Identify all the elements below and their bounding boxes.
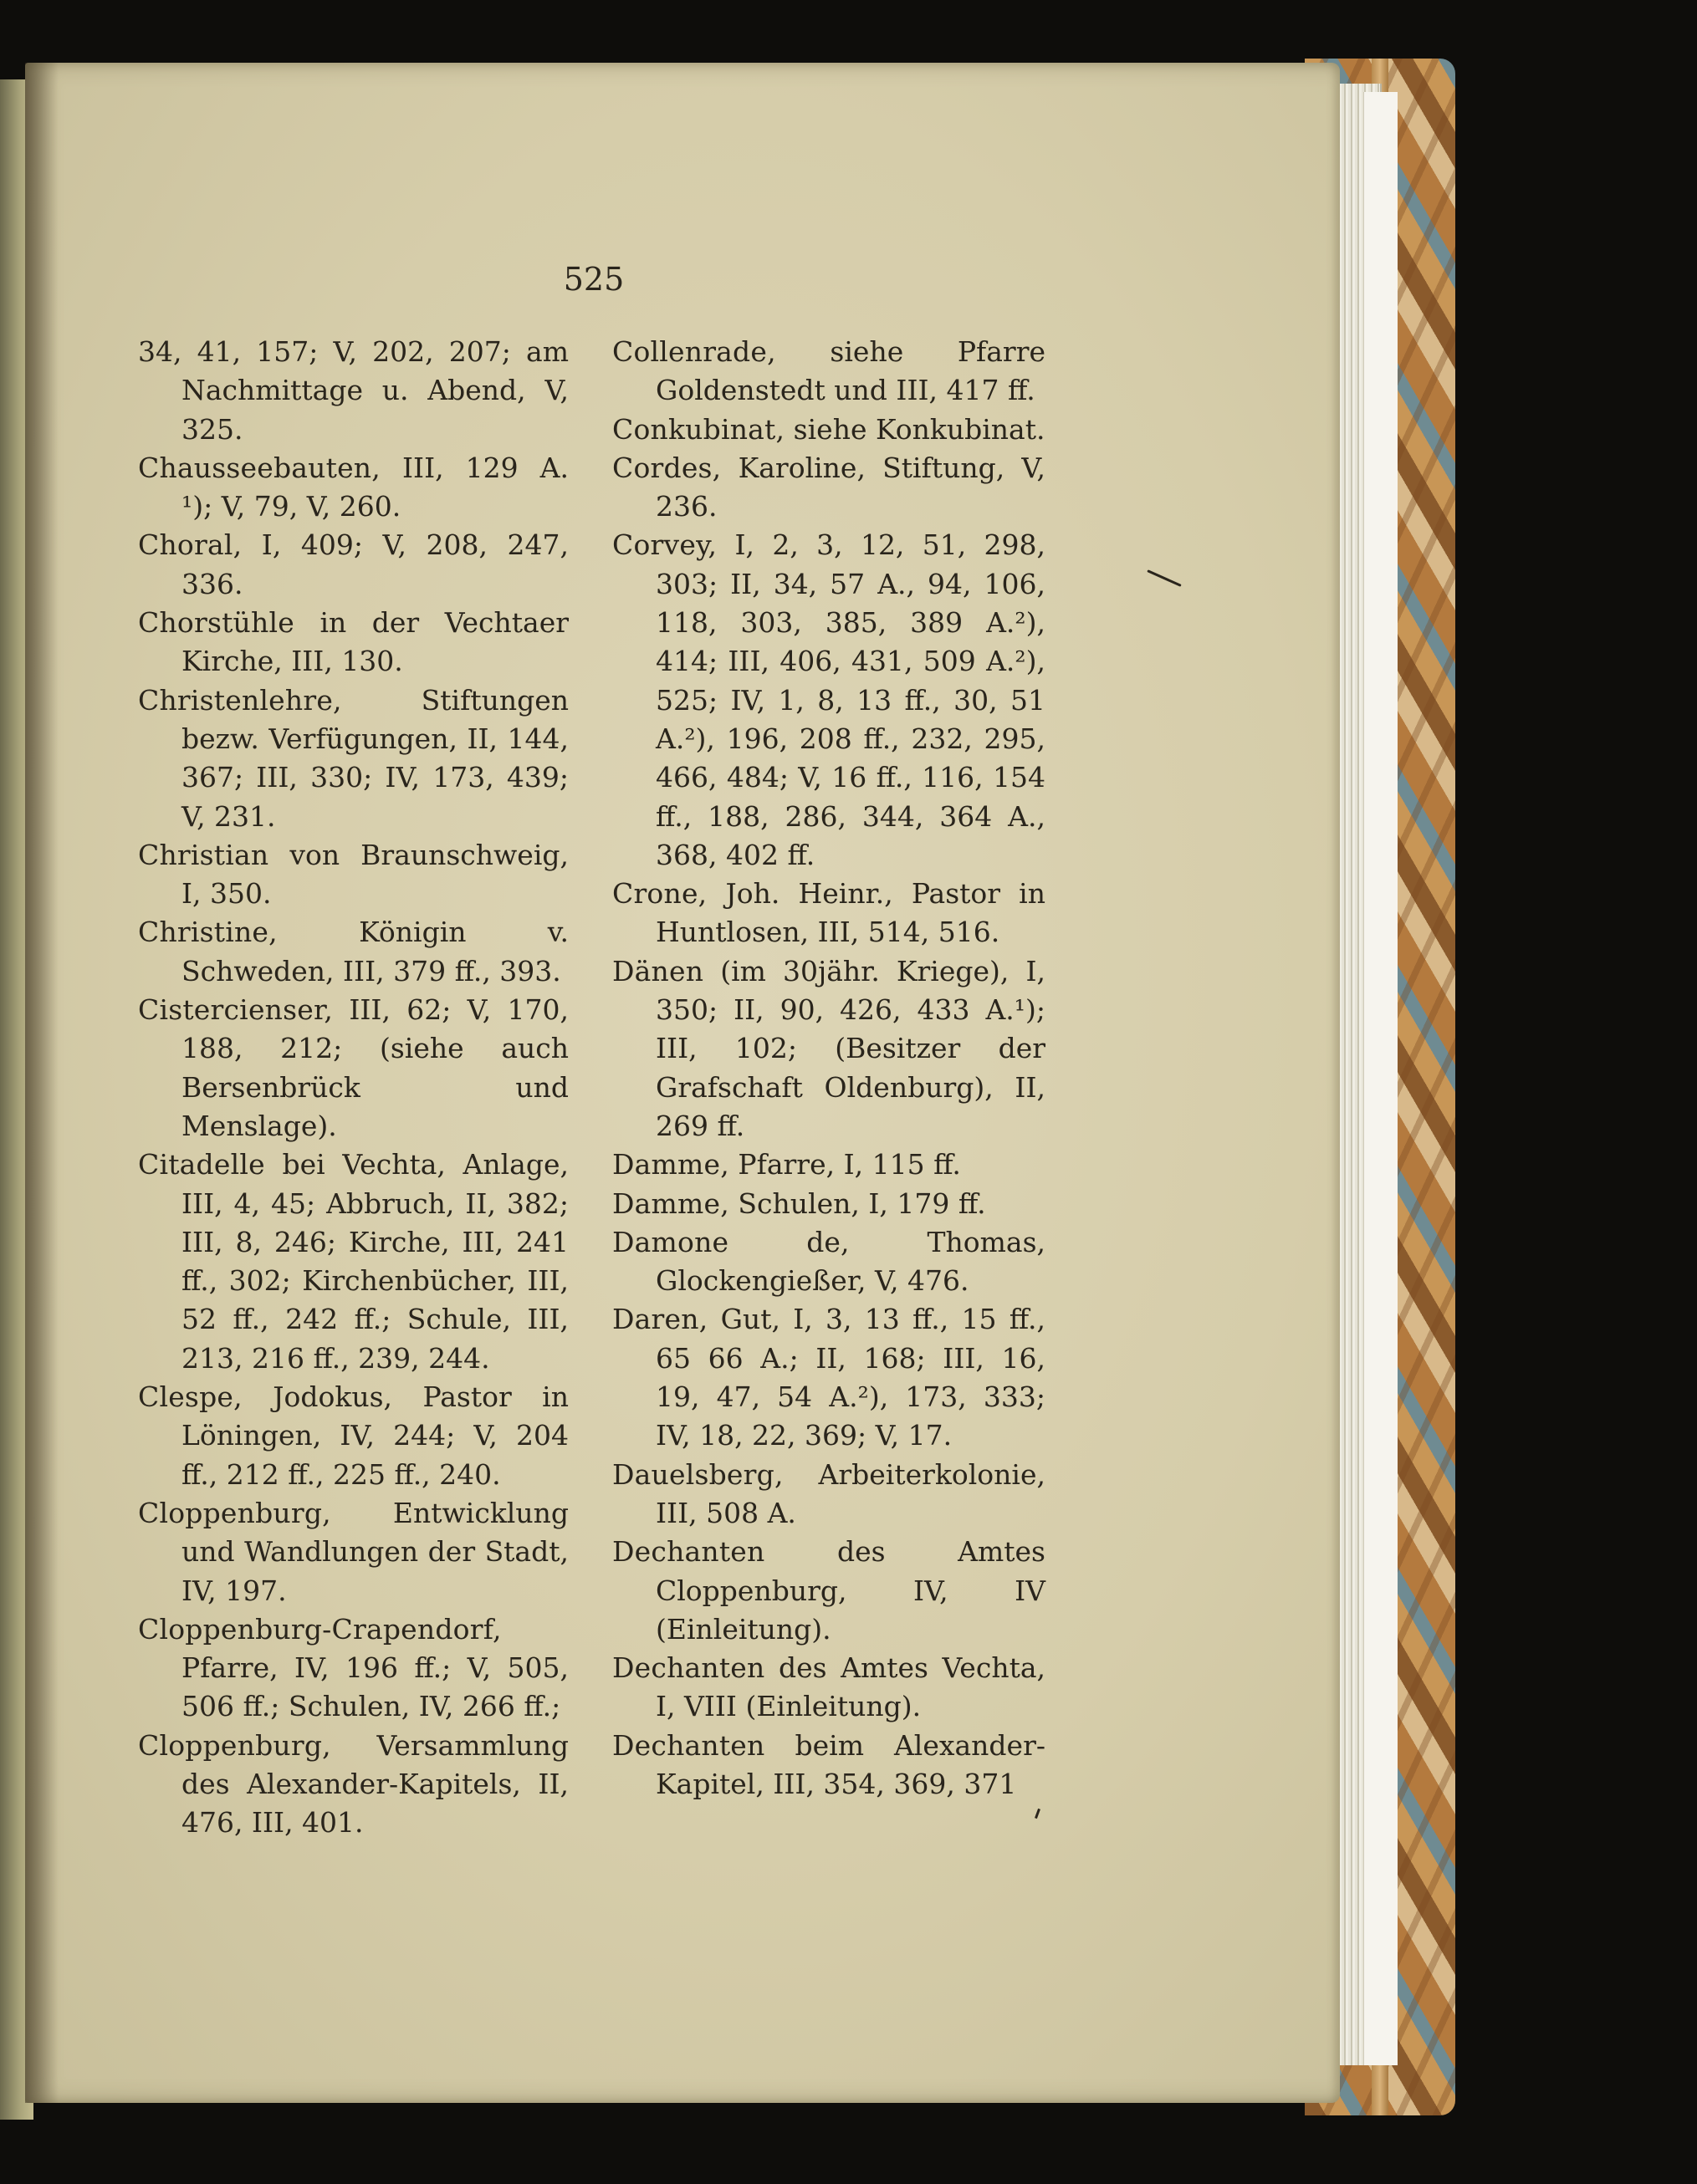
index-entry-heading: Christine, [138, 916, 278, 949]
index-entry [138, 1378, 569, 1494]
index-entry-references: des Amtes Cloppenburg, IV, IV (Einleitung). [656, 1535, 1045, 1646]
index-entry-references: des Amtes Vechta, I, VIII (Einleitung). [656, 1651, 1045, 1723]
index-entry-heading: Chorstühle [138, 606, 294, 640]
index-entry-heading: Citadelle [138, 1148, 265, 1181]
index-entry [612, 449, 1045, 527]
index-entry-heading: Christenlehre, [138, 683, 342, 717]
index-entry [612, 1727, 1045, 1804]
index-column-right [612, 333, 1045, 1804]
index-entry-heading: Cistercienser, [138, 993, 334, 1027]
index-entry-heading: Daren, [612, 1303, 708, 1336]
index-entry-references: Stiftungen bezw. Verfügungen, II, 144, 367; III, 330; IV, 173, 439; V, 231. [181, 683, 569, 833]
index-entry-heading: Damme, [612, 1186, 729, 1220]
index-entry-references: bei Vechta, Anlage, III, 4, 45; Abbruch, II, 382; III, 8, 246; Kirche, III, 241 ff., 302; Kirchenbücher, III, 52 ff., 242 ff.; Schule, III, 213, 216 ff., 239, 244. [181, 1148, 569, 1375]
index-entry-references: Gut, I, 3, 13 ff., 15 ff., 65 66 A.; II, 168; III, 16, 19, 47, 54 A.²), 173, 333; IV, 18, 22, 369; V, 17. [656, 1303, 1045, 1452]
index-entry-heading: Dechanten [612, 1728, 765, 1762]
index-entry-references: in der Vechtaer Kirche, III, 130. [181, 606, 569, 678]
index-entry [612, 1146, 1045, 1184]
index-entry-references: siehe Pfarre Goldenstedt und III, 417 ff. [656, 335, 1045, 407]
index-entry-heading: Corvey, [612, 528, 718, 562]
index-entry-heading: Dechanten [612, 1535, 765, 1569]
index-entry [612, 1456, 1045, 1533]
index-entry [138, 1494, 569, 1610]
index-entry-references: Karoline, Stiftung, V, 236. [656, 451, 1045, 523]
index-entry-references: Pfarre, IV, 196 ff.; V, 505, 506 ff.; Schulen, IV, 266 ff.; [181, 1651, 569, 1723]
index-entry-heading: Dechanten [612, 1651, 765, 1685]
index-entry [138, 449, 569, 527]
index-entry-references: siehe Konkubinat. [785, 412, 1045, 446]
index-entry-references: Königin v. Schweden, III, 379 ff., 393. [181, 916, 569, 987]
index-entry [138, 836, 569, 914]
index-entry [138, 1146, 569, 1378]
index-entry-references: de, Thomas, Glockengießer, V, 476. [656, 1225, 1045, 1298]
index-entry-references: Versammlung des Alexander-Kapitels, II, 476, III, 401. [181, 1728, 569, 1840]
index-entry-heading: Collenrade, [612, 335, 776, 368]
index-entry-references: I, 409; V, 208, 247, 336. [181, 528, 569, 600]
index-entry [138, 681, 569, 836]
index-entry [138, 526, 569, 604]
index-entry-references: Schulen, I, 179 ff. [728, 1186, 986, 1220]
index-entry-references: 34, 41, 157; V, 202, 207; am Nachmittage u. Abend, V, 325. [138, 335, 569, 446]
index-entry-references: von Braunschweig, I, 350. [181, 838, 569, 911]
index-entry-references: Entwicklung und Wandlungen der Stadt, IV, 197. [181, 1496, 569, 1607]
index-entry-heading: Clespe, [138, 1380, 243, 1414]
index-entry [612, 1533, 1045, 1649]
index-entry-references: Joh. Heinr., Pastor in Huntlosen, III, 514, 516. [656, 877, 1045, 949]
index-entry [612, 411, 1045, 449]
index-entry-references: III, 129 A. ¹); V, 79, V, 260. [181, 451, 569, 523]
endpaper-edge [1363, 92, 1398, 2065]
index-entry-heading: Cloppenburg-Crapendorf, [138, 1612, 502, 1646]
index-entry-references: beim Alexander-Kapitel, III, 354, 369, 371 [656, 1728, 1045, 1800]
index-entry-heading: Dänen [612, 954, 704, 987]
index-entry-heading: Damme, [612, 1148, 729, 1181]
index-entry [612, 1223, 1045, 1301]
index-entry-references: (im 30jähr. Kriege), I, 350; II, 90, 426, 433 A.¹); III, 102; (Besitzer der Grafschaft Oldenburg), II, 269 ff. [656, 954, 1045, 1142]
index-entry [138, 1727, 569, 1843]
index-entry-references: Jodokus, Pastor in Löningen, IV, 244; V, 204 ff., 212 ff., 225 ff., 240. [181, 1380, 569, 1491]
page-number: 525 [563, 261, 625, 298]
index-entry-references: III, 62; V, 170, 188, 212; (siehe auch Bersenbrück und Menslage). [181, 993, 569, 1142]
index-entry [612, 526, 1045, 875]
index-entry [138, 1610, 569, 1727]
index-entry [612, 1300, 1045, 1455]
index-entry [612, 1649, 1045, 1727]
index-column-left [138, 333, 569, 1843]
index-entry-references: Pfarre, I, 115 ff. [728, 1148, 961, 1181]
index-entry [138, 333, 569, 449]
index-entry-heading: Christian [138, 838, 269, 871]
index-entry-heading: Damone [612, 1225, 729, 1258]
index-entry [138, 604, 569, 681]
index-entry [612, 952, 1045, 1146]
index-entry [612, 333, 1045, 411]
page-gutter-shadow [25, 63, 59, 2103]
index-entry-references: I, 2, 3, 12, 51, 298, 303; II, 34, 57 A., 94, 106, 118, 303, 385, 389 A.²), 414; III, 406, 431, 509 A.²), 525; IV, 1, 8, 13 ff., 30, 51 A.²), 196, 208 ff., 232, 295, 466, 484; V, 16 ff., 116, 154 ff., 188, 286, 344, 364 A., 368, 402 ff. [656, 528, 1045, 871]
index-entry-references: Arbeiterkolonie, III, 508 A. [656, 1457, 1045, 1529]
index-entry [612, 875, 1045, 952]
index-entry-heading: Cloppenburg, [138, 1496, 331, 1529]
index-entry [612, 1185, 1045, 1223]
index-entry-heading: Conkubinat, [612, 412, 785, 446]
index-entry-heading: Cordes, [612, 451, 722, 484]
index-entry [138, 991, 569, 1146]
index-entry-heading: Chausseebauten, [138, 451, 381, 484]
index-entry-heading: Choral, [138, 528, 243, 562]
index-entry-heading: Cloppenburg, [138, 1728, 331, 1762]
index-entry-heading: Crone, [612, 877, 708, 911]
index-entry [138, 913, 569, 991]
index-entry-heading: Dauelsberg, [612, 1457, 784, 1491]
